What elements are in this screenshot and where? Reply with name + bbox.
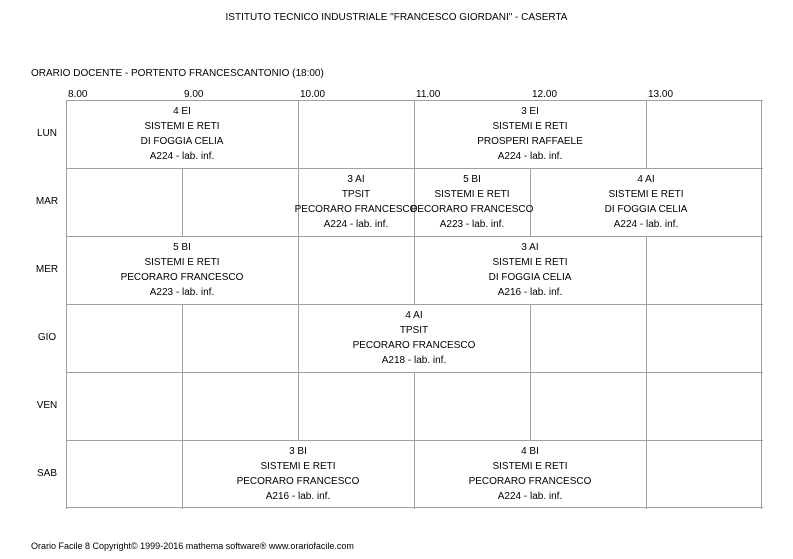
grid-column-line: [298, 236, 299, 305]
grid-column-line: [66, 372, 67, 441]
grid-column-line: [646, 100, 647, 169]
lesson-teacher: PECORARO FRANCESCO: [352, 340, 476, 351]
day-label-mar: MAR: [35, 196, 59, 207]
lesson-subject: TPSIT: [399, 325, 429, 336]
lesson-teacher: DI FOGGIA CELIA: [604, 204, 688, 215]
lesson-cell[interactable]: [294, 168, 418, 236]
grid-column-line: [414, 372, 415, 441]
grid-column-line: [182, 372, 183, 441]
lesson-cell[interactable]: [414, 236, 646, 304]
lesson-class: 4 AI: [637, 174, 655, 185]
time-label: 8.00: [68, 89, 88, 100]
grid-column-line: [66, 304, 67, 373]
grid-column-line: [761, 440, 762, 509]
grid-column-line: [761, 236, 762, 305]
grid-column-line: [761, 304, 762, 373]
teacher-schedule-subtitle: ORARIO DOCENTE - PORTENTO FRANCESCANTONIO (18:00): [31, 68, 324, 79]
day-label-gio: GIO: [37, 332, 57, 343]
lesson-subject: SISTEMI E RETI: [434, 189, 510, 200]
lesson-room: A216 - lab. inf.: [265, 491, 331, 502]
lesson-cell[interactable]: [66, 236, 298, 304]
lesson-cell[interactable]: [414, 440, 646, 508]
grid-column-line: [298, 372, 299, 441]
timetable-grid: [66, 100, 763, 509]
lesson-cell[interactable]: [530, 168, 762, 236]
grid-column-line: [646, 304, 647, 373]
grid-column-line: [530, 372, 531, 441]
grid-column-line: [66, 440, 67, 509]
day-label-lun: LUN: [36, 128, 57, 139]
time-label: 10.00: [300, 89, 326, 100]
lesson-subject: TPSIT: [341, 189, 371, 200]
lesson-room: A223 - lab. inf.: [149, 287, 215, 298]
lesson-teacher: DI FOGGIA CELIA: [488, 272, 572, 283]
lesson-room: A224 - lab. inf.: [149, 151, 215, 162]
lesson-room: A216 - lab. inf.: [497, 287, 563, 298]
lesson-room: A218 - lab. inf.: [381, 355, 447, 366]
time-label: 12.00: [532, 89, 558, 100]
lesson-teacher: PECORARO FRANCESCO: [120, 272, 244, 283]
lesson-teacher: PROSPERI RAFFAELE: [477, 136, 583, 147]
day-label-ven: VEN: [36, 400, 58, 411]
time-label: 11.00: [416, 89, 441, 100]
grid-column-line: [182, 304, 183, 373]
lesson-class: 3 AI: [347, 174, 365, 185]
time-label: 13.00: [648, 89, 674, 100]
lesson-class: 3 AI: [521, 242, 539, 253]
lesson-teacher: PECORARO FRANCESCO: [294, 204, 418, 215]
lesson-cell[interactable]: [66, 100, 298, 168]
lesson-cell[interactable]: [298, 304, 530, 372]
lesson-cell[interactable]: [410, 168, 534, 236]
grid-column-line: [298, 100, 299, 169]
lesson-class: 4 EI: [173, 106, 191, 117]
grid-column-line: [761, 100, 762, 169]
lesson-room: A224 - lab. inf.: [497, 491, 563, 502]
footer-copyright: Orario Facile 8 Copyright© 1999-2016 mathema software® www.orariofacile.com: [31, 541, 354, 551]
lesson-teacher: PECORARO FRANCESCO: [410, 204, 534, 215]
day-label-mer: MER: [35, 264, 59, 275]
grid-column-line: [646, 440, 647, 509]
grid-column-line: [66, 168, 67, 237]
lesson-subject: SISTEMI E RETI: [144, 121, 220, 132]
lesson-room: A224 - lab. inf.: [323, 219, 389, 230]
grid-column-line: [530, 304, 531, 373]
lesson-subject: SISTEMI E RETI: [608, 189, 684, 200]
grid-column-line: [646, 236, 647, 305]
day-label-sab: SAB: [36, 468, 57, 479]
grid-column-line: [761, 372, 762, 441]
lesson-class: 5 BI: [463, 174, 481, 185]
lesson-cell[interactable]: [414, 100, 646, 168]
lesson-subject: SISTEMI E RETI: [260, 461, 336, 472]
lesson-class: 3 BI: [289, 446, 307, 457]
page-title: ISTITUTO TECNICO INDUSTRIALE "FRANCESCO GIORDANI" - CASERTA: [225, 12, 568, 23]
lesson-subject: SISTEMI E RETI: [492, 461, 568, 472]
grid-column-line: [182, 168, 183, 237]
lesson-room: A223 - lab. inf.: [439, 219, 505, 230]
lesson-subject: SISTEMI E RETI: [492, 257, 568, 268]
lesson-room: A224 - lab. inf.: [613, 219, 679, 230]
lesson-subject: SISTEMI E RETI: [492, 121, 568, 132]
lesson-subject: SISTEMI E RETI: [144, 257, 220, 268]
lesson-teacher: PECORARO FRANCESCO: [236, 476, 360, 487]
lesson-cell[interactable]: [182, 440, 414, 508]
lesson-class: 4 AI: [405, 310, 423, 321]
lesson-class: 4 BI: [521, 446, 539, 457]
lesson-class: 3 EI: [521, 106, 539, 117]
time-label: 9.00: [184, 89, 204, 100]
grid-column-line: [646, 372, 647, 441]
lesson-class: 5 BI: [173, 242, 191, 253]
lesson-room: A224 - lab. inf.: [497, 151, 563, 162]
lesson-teacher: DI FOGGIA CELIA: [140, 136, 224, 147]
lesson-teacher: PECORARO FRANCESCO: [468, 476, 592, 487]
